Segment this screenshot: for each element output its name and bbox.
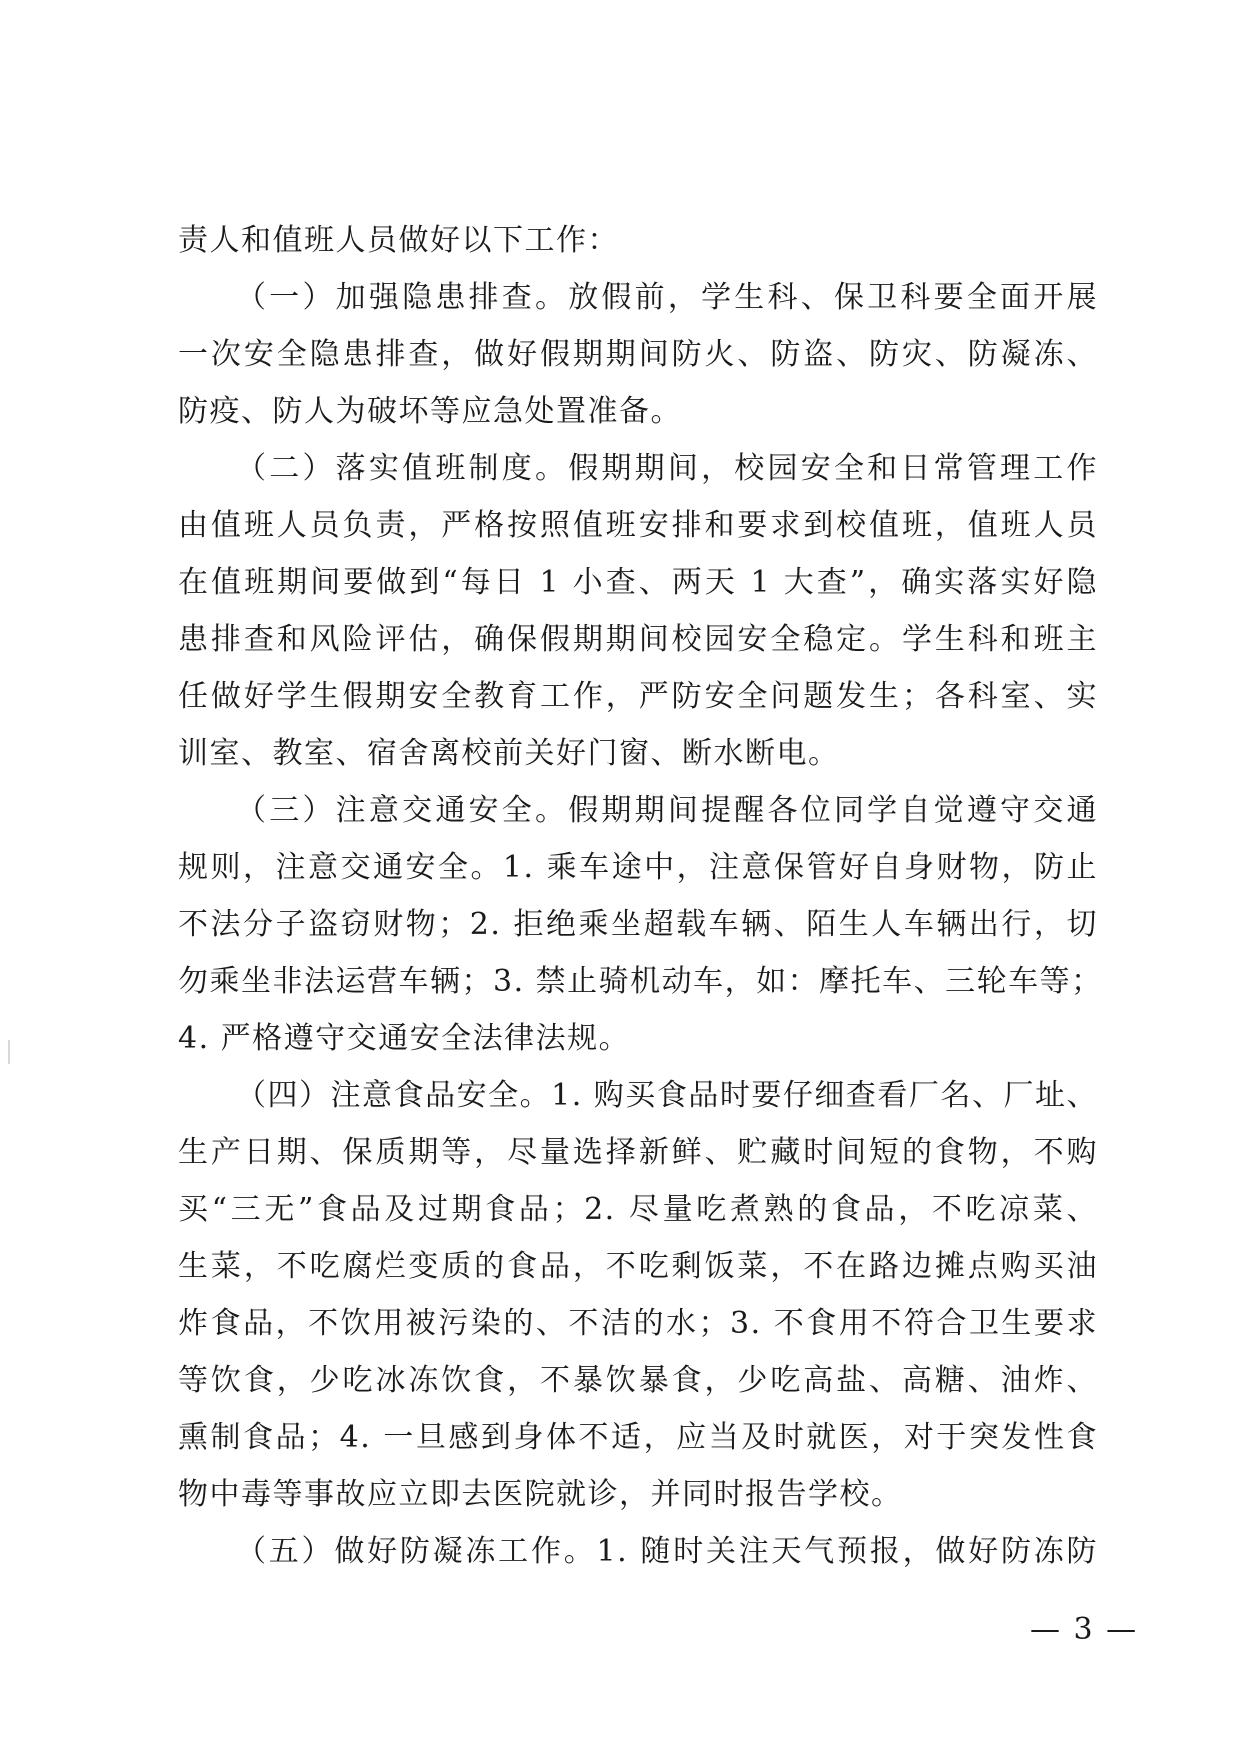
scan-artifact bbox=[8, 1040, 10, 1064]
text-line: 不法分子盗窃财物；2. 拒绝乘坐超载车辆、陌生人车辆出行，切 bbox=[178, 907, 1098, 942]
text-line: 等饮食，少吃冰冻饮食，不暴饮暴食，少吃高盐、高糖、油炸、 bbox=[178, 1363, 1098, 1398]
text-line: 生菜，不吃腐烂变质的食品，不吃剩饭菜，不在路边摊点购买油 bbox=[178, 1249, 1098, 1284]
text-line: 防疫、防人为破坏等应急处置准备。 bbox=[178, 394, 682, 429]
text-line: 任做好学生假期安全教育工作，严防安全问题发生；各科室、实 bbox=[178, 679, 1098, 714]
text-line: （一）加强隐患排查。放假前，学生科、保卫科要全面开展 bbox=[236, 280, 1098, 315]
text-line: 物中毒等事故应立即去医院就诊，并同时报告学校。 bbox=[178, 1477, 903, 1512]
page-number: — 3 — bbox=[1030, 1612, 1139, 1647]
text-line: （二）落实值班制度。假期期间，校园安全和日常管理工作 bbox=[236, 451, 1098, 486]
text-line: 勿乘坐非法运营车辆；3. 禁止骑机动车，如：摩托车、三轮车等； bbox=[178, 964, 1103, 999]
text-line: （五）做好防凝冻工作。1. 随时关注天气预报，做好防冻防 bbox=[236, 1534, 1098, 1569]
text-line: 一次安全隐患排查，做好假期期间防火、防盗、防灾、防凝冻、 bbox=[178, 337, 1098, 372]
text-line: 患排查和风险评估，确保假期期间校园安全稳定。学生科和班主 bbox=[178, 622, 1098, 657]
text-line: （三）注意交通安全。假期期间提醒各位同学自觉遵守交通 bbox=[236, 793, 1098, 828]
document-body bbox=[178, 212, 1103, 1580]
text-line: 在值班期间要做到“每日 1 小查、两天 1 大查”，确实落实好隐 bbox=[178, 565, 1098, 600]
text-line: 由值班人员负责，严格按照值班安排和要求到校值班，值班人员 bbox=[178, 508, 1098, 543]
text-line: 买“三无”食品及过期食品；2. 尽量吃煮熟的食品，不吃凉菜、 bbox=[178, 1192, 1098, 1227]
text-line: 炸食品，不饮用被污染的、不洁的水；3. 不食用不符合卫生要求 bbox=[178, 1306, 1098, 1341]
text-line: 熏制食品；4. 一旦感到身体不适，应当及时就医，对于突发性食 bbox=[178, 1420, 1098, 1455]
text-line: 训室、教室、宿舍离校前关好门窗、断水断电。 bbox=[178, 736, 840, 771]
text-line: 生产日期、保质期等，尽量选择新鲜、贮藏时间短的食物，不购 bbox=[178, 1135, 1098, 1170]
text-line: 责人和值班人员做好以下工作： bbox=[178, 223, 619, 258]
text-line: （四）注意食品安全。1. 购买食品时要仔细查看厂名、厂址、 bbox=[236, 1078, 1098, 1113]
text-line: 规则，注意交通安全。1. 乘车途中，注意保管好自身财物，防止 bbox=[178, 850, 1098, 885]
text-line: 4. 严格遵守交通安全法律法规。 bbox=[178, 1021, 631, 1056]
